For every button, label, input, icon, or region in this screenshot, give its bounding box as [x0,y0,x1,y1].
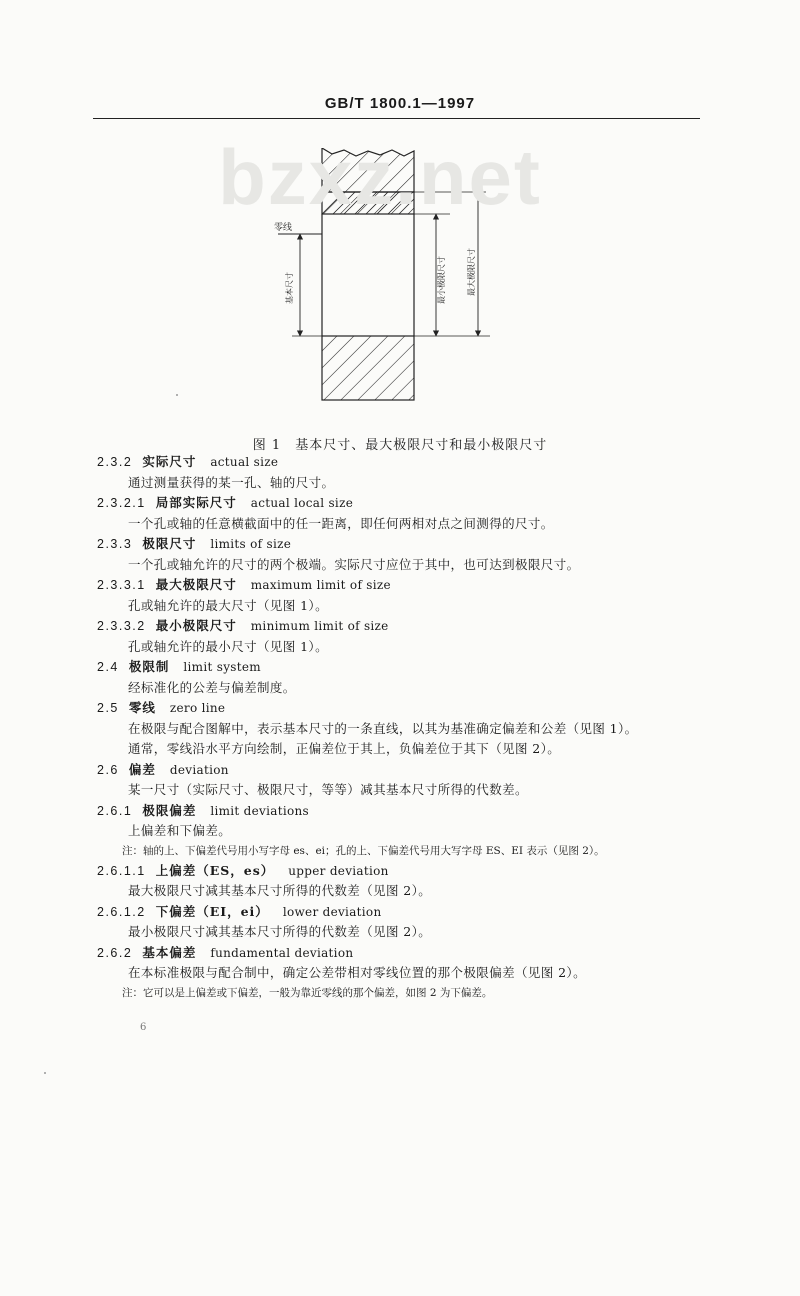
section-body: 在极限与配合图解中，表示基本尺寸的一条直线，以其为基准确定偏差和公差（见图 1）。 [128,720,638,736]
section-number: 2.5 [97,701,119,715]
figure-1-caption: 图 1 基本尺寸、最大极限尺寸和最小极限尺寸 [252,438,548,453]
term-chinese: 下偏差（EI，ei） [155,903,269,919]
term-english: upper deviation [288,863,389,878]
term-chinese: 极限偏差 [142,802,197,818]
label-min-limit: 最小极限尺寸 [437,256,446,304]
term-english: maximum limit of size [250,578,391,592]
lower-part-hatched [322,336,414,400]
section-body: 孔或轴允许的最大尺寸（见图 1）。 [128,597,328,613]
section-heading [97,943,737,964]
section-2-3-3-1 [97,575,737,616]
section-heading [97,760,737,781]
section-heading [97,452,737,473]
section-body: 最小极限尺寸减其基本尺寸所得的代数差（见图 2）。 [128,924,432,939]
section-2-3-2 [97,452,737,493]
section-body: 通常，零线沿水平方向绘制，正偏差位于其上，负偏差位于其下（见图 2）。 [128,741,561,756]
section-2-6-1 [97,801,737,861]
section-body: 经标准化的公差与偏差制度。 [128,679,296,695]
section-2-5 [97,698,737,760]
label-basic-size: 基本尺寸 [285,272,294,304]
scan-speck [176,394,178,396]
section-heading [97,801,737,822]
section-heading [97,493,737,514]
section-2-4 [97,657,737,698]
term-chinese: 极限制 [128,659,170,674]
term-chinese: 偏差 [128,761,156,777]
section-2-6 [97,760,737,801]
section-heading [97,902,737,923]
section-2-3-3 [97,534,737,575]
section-number: 2.3.3.1 [97,578,146,592]
definitions-list [97,452,737,1003]
term-english: actual size [210,455,279,469]
section-number: 2.3.2.1 [97,496,146,510]
section-heading [97,698,737,719]
term-english: fundamental deviation [210,945,354,960]
section-2-6-2 [97,943,737,1003]
section-note: 注：它可以是上偏差或下偏差，一般为靠近零线的那个偏差，如图 2 为下偏差。 [122,986,493,999]
section-heading [97,575,737,596]
section-note: 注：轴的上、下偏差代号用小写字母 es、ei；孔的上、下偏差代号用大写字母 ES、EI 表示（见图 2）。 [122,844,605,857]
term-english: limits of size [210,537,292,551]
term-chinese: 零线 [128,700,156,715]
term-chinese: 上偏差（ES，es） [155,862,275,878]
term-chinese: 最大极限尺寸 [155,577,237,592]
figure-1-diagram [270,148,500,408]
term-chinese: 实际尺寸 [142,454,197,469]
section-2-6-1-2 [97,902,737,943]
upper-part-hatched [322,148,414,192]
section-number: 2.4 [97,660,119,674]
section-number: 2.6.1.2 [97,904,146,919]
section-body: 上偏差和下偏差。 [128,823,232,838]
label-max-limit: 最大极限尺寸 [467,248,476,296]
section-body: 一个孔或轴的任意横截面中的任一距离，即任何两相对点之间测得的尺寸。 [128,515,554,531]
term-chinese: 局部实际尺寸 [155,495,237,510]
section-body: 通过测量获得的某一孔、轴的尺寸。 [128,474,335,490]
section-body: 孔或轴允许的最小尺寸（见图 1）。 [128,638,328,654]
term-english: minimum limit of size [250,619,389,633]
term-english: limit deviations [210,803,309,818]
term-english: lower deviation [282,904,382,919]
page-number: 6 [140,1022,147,1033]
section-heading [97,861,737,882]
term-english: zero line [169,701,226,715]
section-number: 2.6 [97,762,119,777]
section-heading [97,616,737,637]
term-english: deviation [169,762,229,777]
term-chinese: 基本偏差 [142,944,197,960]
section-2-3-3-2 [97,616,737,657]
section-2-6-1-1 [97,861,737,902]
section-body: 某一尺寸（实际尺寸、极限尺寸，等等）减其基本尺寸所得的代数差。 [128,782,528,797]
watermark: bzxz.net [218,133,542,221]
section-number: 2.3.3.2 [97,619,146,633]
scan-speck [44,1072,46,1074]
section-heading [97,657,737,678]
section-body: 一个孔或轴允许的尺寸的两个极端。实际尺寸应位于其中，也可达到极限尺寸。 [128,556,580,572]
section-heading [97,534,737,555]
term-chinese: 最小极限尺寸 [155,618,237,633]
term-english: limit system [183,660,261,674]
label-zero-line: 零线 [274,223,293,233]
section-2-3-2-1 [97,493,737,534]
section-number: 2.6.1.1 [97,863,146,878]
section-body: 最大极限尺寸减其基本尺寸所得的代数差（见图 2）。 [128,883,432,898]
header-rule [93,118,700,119]
section-number: 2.6.1 [97,803,133,818]
section-number: 2.3.3 [97,537,133,551]
section-number: 2.3.2 [97,455,133,469]
term-english: actual local size [250,496,354,510]
term-chinese: 极限尺寸 [142,536,197,551]
document-header-title: GB/T 1800.1—1997 [324,95,476,112]
section-body: 在本标准极限与配合制中，确定公差带相对零线位置的那个极限偏差（见图 2）。 [128,965,586,980]
section-number: 2.6.2 [97,945,133,960]
